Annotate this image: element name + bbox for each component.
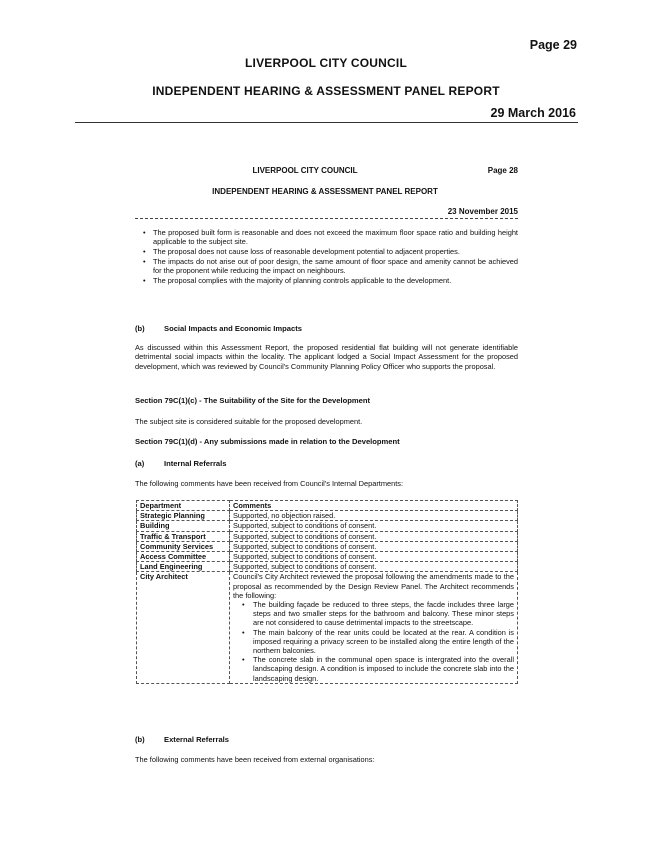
- paragraph: As discussed within this Assessment Report, the proposed residential flat building will not generate identifiable detrimental social impacts within the locality. The applicant lodged a Social Impact Assessment for the proposed development, which was reviewed by Council's Community Planning Policy Officer who supports the proposal.: [135, 343, 518, 371]
- outer-header-divider: [75, 122, 578, 123]
- list-item: • The proposal does not cause loss of reasonable development potential to adjacent properties.: [135, 247, 518, 256]
- list-item: • The building façade be reduced to three steps, the facde includes three large steps and two smaller steps for the bathroom and balcony. These minor steps are not considered to cause detrimental impacts to the streetscape.: [233, 600, 514, 628]
- table-row: [137, 562, 518, 572]
- comment-cell: Supported, subject to conditions of consent.: [230, 552, 518, 562]
- list-item: • The proposed built form is reasonable and does not exceed the maximum floor space ratio and building height applicable to the subject site.: [135, 228, 518, 247]
- department-cell: Traffic & Transport: [137, 531, 230, 541]
- table-row: [137, 521, 518, 531]
- inner-page-number: Page 28: [487, 166, 518, 175]
- table-header-row: [137, 501, 518, 511]
- outer-report-date: 29 March 2016: [490, 106, 576, 120]
- section-heading: Internal Referrals: [164, 459, 227, 468]
- list-item: • The concrete slab in the communal open space is intergrated into the overall landscaping design. A condition is imposed to include the concrete slab into the landscaping design.: [233, 655, 514, 683]
- paragraph: The subject site is considered suitable for the proposed development.: [135, 417, 363, 426]
- comment-cell: Supported, subject to conditions of consent.: [230, 562, 518, 572]
- assessment-bullet-list: [135, 228, 518, 286]
- list-item: • The main balcony of the rear units could be located at the rear. A condition is imposed requiring a privacy screen to be installed along the entire length of the northern balconies.: [233, 628, 514, 656]
- section-heading: Section 79C(1)(c) - The Suitability of the Site for the Development: [135, 396, 371, 405]
- table-row: [137, 552, 518, 562]
- paragraph: The following comments have been received from Council's Internal Departments:: [135, 479, 404, 488]
- column-header: Department: [137, 501, 230, 511]
- inner-report-date: 23 November 2015: [447, 207, 518, 216]
- section-heading: External Referrals: [164, 735, 230, 744]
- table-row: [137, 531, 518, 541]
- section-label: (b): [135, 324, 145, 333]
- table-row: [137, 541, 518, 551]
- outer-council-title: LIVERPOOL CITY COUNCIL: [245, 56, 407, 70]
- table-row: [137, 572, 518, 683]
- table-row: [137, 511, 518, 521]
- section-label: (a): [135, 459, 145, 468]
- outer-page-number: Page 29: [529, 38, 577, 52]
- comment-cell: Supported, subject to conditions of consent.: [230, 541, 518, 551]
- architect-intro: Council's City Architect reviewed the proposal following the amendments made to the proposal as recommended by the Design Review Panel. The Architect recommends the following:: [233, 572, 514, 600]
- inner-header-divider: [135, 218, 518, 219]
- department-cell: Land Engineering: [137, 562, 230, 572]
- list-item: • The proposal complies with the majority of planning controls applicable to the development.: [135, 276, 518, 285]
- comment-cell: Supported, subject to conditions of consent.: [230, 521, 518, 531]
- section-label: (b): [135, 735, 145, 744]
- comment-cell: [230, 572, 518, 683]
- department-cell: Building: [137, 521, 230, 531]
- section-heading: Social Impacts and Economic Impacts: [164, 324, 302, 333]
- inner-report-title: INDEPENDENT HEARING & ASSESSMENT PANEL REPORT: [212, 187, 438, 196]
- section-heading: Section 79C(1)(d) - Any submissions made in relation to the Development: [135, 437, 400, 446]
- outer-report-title: INDEPENDENT HEARING & ASSESSMENT PANEL REPORT: [152, 84, 500, 98]
- department-cell: Access Committee: [137, 552, 230, 562]
- column-header: Comments: [230, 501, 518, 511]
- architect-bullet-list: [233, 600, 514, 683]
- comment-cell: Supported, no objection raised.: [230, 511, 518, 521]
- comment-cell: Supported, subject to conditions of consent.: [230, 531, 518, 541]
- paragraph: The following comments have been received from external organisations:: [135, 755, 375, 764]
- internal-referrals-table: [136, 500, 518, 684]
- inner-council-title: LIVERPOOL CITY COUNCIL: [252, 166, 358, 175]
- department-cell: Community Services: [137, 541, 230, 551]
- department-cell: City Architect: [137, 572, 230, 683]
- list-item: • The impacts do not arise out of poor design, the same amount of floor space and amenity cannot be achieved for the proponent while reducing the impact on neighbours.: [135, 257, 518, 276]
- department-cell: Strategic Planning: [137, 511, 230, 521]
